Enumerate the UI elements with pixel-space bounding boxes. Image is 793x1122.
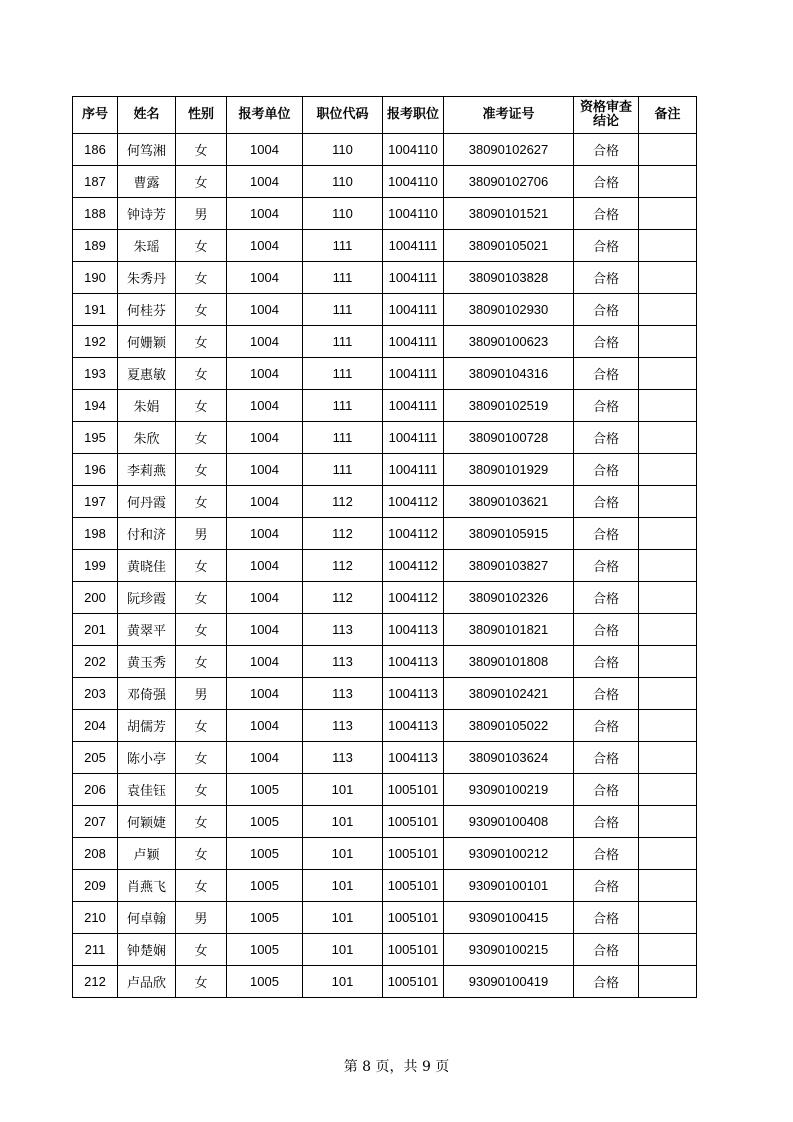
col-header-position: 报考职位 — [383, 97, 444, 134]
cell-review-result: 合格 — [574, 582, 639, 614]
cell-unit: 1004 — [227, 294, 303, 326]
cell-ticket-number: 38090103827 — [444, 550, 574, 582]
cell-position: 1004112 — [383, 550, 444, 582]
cell-unit: 1004 — [227, 198, 303, 230]
cell-gender: 女 — [176, 838, 227, 870]
table-row — [73, 870, 697, 902]
cell-remarks — [639, 614, 697, 646]
cell-ticket-number: 38090105915 — [444, 518, 574, 550]
cell-review-result: 合格 — [574, 774, 639, 806]
table-row — [73, 742, 697, 774]
cell-position-code: 112 — [303, 486, 383, 518]
table-row — [73, 230, 697, 262]
cell-review-result: 合格 — [574, 198, 639, 230]
cell-position-code: 113 — [303, 614, 383, 646]
cell-unit: 1004 — [227, 518, 303, 550]
cell-name: 朱娟 — [118, 390, 176, 422]
cell-remarks — [639, 742, 697, 774]
cell-index: 191 — [73, 294, 118, 326]
header-row — [73, 97, 697, 134]
cell-position-code: 111 — [303, 390, 383, 422]
cell-ticket-number: 38090100728 — [444, 422, 574, 454]
cell-gender: 女 — [176, 486, 227, 518]
cell-unit: 1004 — [227, 550, 303, 582]
results-table-container — [72, 96, 697, 998]
table-row — [73, 454, 697, 486]
cell-gender: 女 — [176, 390, 227, 422]
cell-index: 198 — [73, 518, 118, 550]
cell-position: 1005101 — [383, 934, 444, 966]
cell-position: 1004113 — [383, 614, 444, 646]
cell-unit: 1004 — [227, 262, 303, 294]
cell-review-result: 合格 — [574, 486, 639, 518]
table-body — [73, 134, 697, 998]
cell-remarks — [639, 966, 697, 998]
cell-review-result: 合格 — [574, 646, 639, 678]
cell-name: 邓倚强 — [118, 678, 176, 710]
cell-position-code: 111 — [303, 294, 383, 326]
col-header-unit: 报考单位 — [227, 97, 303, 134]
cell-review-result: 合格 — [574, 294, 639, 326]
cell-name: 陈小亭 — [118, 742, 176, 774]
cell-unit: 1004 — [227, 710, 303, 742]
table-row — [73, 358, 697, 390]
cell-position: 1004112 — [383, 518, 444, 550]
cell-index: 206 — [73, 774, 118, 806]
cell-index: 202 — [73, 646, 118, 678]
cell-name: 钟诗芳 — [118, 198, 176, 230]
cell-index: 194 — [73, 390, 118, 422]
cell-unit: 1004 — [227, 646, 303, 678]
cell-unit: 1004 — [227, 358, 303, 390]
table-row — [73, 134, 697, 166]
cell-ticket-number: 93090100212 — [444, 838, 574, 870]
cell-unit: 1005 — [227, 838, 303, 870]
cell-gender: 女 — [176, 422, 227, 454]
cell-unit: 1004 — [227, 166, 303, 198]
cell-review-result: 合格 — [574, 870, 639, 902]
cell-position: 1004113 — [383, 646, 444, 678]
table-header — [73, 97, 697, 134]
cell-index: 190 — [73, 262, 118, 294]
cell-position: 1005101 — [383, 774, 444, 806]
cell-position-code: 110 — [303, 198, 383, 230]
cell-ticket-number: 93090100415 — [444, 902, 574, 934]
cell-name: 肖燕飞 — [118, 870, 176, 902]
cell-ticket-number: 38090101929 — [444, 454, 574, 486]
cell-ticket-number: 38090105022 — [444, 710, 574, 742]
cell-index: 195 — [73, 422, 118, 454]
cell-name: 何桂芬 — [118, 294, 176, 326]
cell-gender: 女 — [176, 806, 227, 838]
cell-position: 1004111 — [383, 326, 444, 358]
cell-review-result: 合格 — [574, 422, 639, 454]
cell-index: 207 — [73, 806, 118, 838]
cell-position-code: 113 — [303, 710, 383, 742]
table-row — [73, 614, 697, 646]
cell-position: 1005101 — [383, 902, 444, 934]
cell-ticket-number: 38090101521 — [444, 198, 574, 230]
cell-remarks — [639, 390, 697, 422]
cell-gender: 女 — [176, 870, 227, 902]
cell-gender: 女 — [176, 646, 227, 678]
cell-remarks — [639, 550, 697, 582]
cell-remarks — [639, 198, 697, 230]
cell-ticket-number: 93090100101 — [444, 870, 574, 902]
cell-remarks — [639, 678, 697, 710]
cell-position-code: 111 — [303, 454, 383, 486]
cell-unit: 1004 — [227, 454, 303, 486]
cell-ticket-number: 38090102930 — [444, 294, 574, 326]
cell-position: 1004113 — [383, 678, 444, 710]
cell-name: 黄晓佳 — [118, 550, 176, 582]
cell-remarks — [639, 422, 697, 454]
cell-ticket-number: 38090100623 — [444, 326, 574, 358]
cell-remarks — [639, 166, 697, 198]
cell-ticket-number: 93090100408 — [444, 806, 574, 838]
cell-ticket-number: 38090102519 — [444, 390, 574, 422]
cell-ticket-number: 38090101821 — [444, 614, 574, 646]
cell-index: 212 — [73, 966, 118, 998]
cell-review-result: 合格 — [574, 934, 639, 966]
cell-gender: 男 — [176, 518, 227, 550]
cell-index: 199 — [73, 550, 118, 582]
cell-gender: 女 — [176, 774, 227, 806]
cell-remarks — [639, 646, 697, 678]
cell-name: 何笃湘 — [118, 134, 176, 166]
cell-remarks — [639, 294, 697, 326]
cell-name: 何姗颖 — [118, 326, 176, 358]
cell-index: 200 — [73, 582, 118, 614]
cell-position-code: 101 — [303, 806, 383, 838]
cell-ticket-number: 93090100215 — [444, 934, 574, 966]
cell-unit: 1004 — [227, 422, 303, 454]
cell-gender: 女 — [176, 550, 227, 582]
cell-name: 黄翠平 — [118, 614, 176, 646]
cell-remarks — [639, 326, 697, 358]
cell-remarks — [639, 262, 697, 294]
col-header-remarks: 备注 — [639, 97, 697, 134]
cell-review-result: 合格 — [574, 454, 639, 486]
table-row — [73, 326, 697, 358]
table-row — [73, 166, 697, 198]
cell-review-result: 合格 — [574, 390, 639, 422]
table-row — [73, 262, 697, 294]
cell-index: 204 — [73, 710, 118, 742]
cell-index: 188 — [73, 198, 118, 230]
cell-unit: 1004 — [227, 582, 303, 614]
cell-position: 1004112 — [383, 582, 444, 614]
cell-unit: 1005 — [227, 902, 303, 934]
cell-index: 186 — [73, 134, 118, 166]
cell-position-code: 111 — [303, 358, 383, 390]
cell-ticket-number: 38090101808 — [444, 646, 574, 678]
cell-review-result: 合格 — [574, 614, 639, 646]
cell-position: 1004111 — [383, 294, 444, 326]
cell-remarks — [639, 582, 697, 614]
cell-review-result: 合格 — [574, 806, 639, 838]
cell-review-result: 合格 — [574, 678, 639, 710]
cell-remarks — [639, 870, 697, 902]
col-header-gender: 性别 — [176, 97, 227, 134]
cell-position: 1005101 — [383, 806, 444, 838]
table-row — [73, 934, 697, 966]
cell-position-code: 112 — [303, 550, 383, 582]
cell-position: 1004113 — [383, 742, 444, 774]
cell-review-result: 合格 — [574, 326, 639, 358]
cell-unit: 1004 — [227, 134, 303, 166]
table-row — [73, 806, 697, 838]
cell-name: 何颖婕 — [118, 806, 176, 838]
cell-name: 夏惠敏 — [118, 358, 176, 390]
table-row — [73, 646, 697, 678]
cell-position-code: 112 — [303, 582, 383, 614]
cell-index: 208 — [73, 838, 118, 870]
table-row — [73, 774, 697, 806]
cell-unit: 1004 — [227, 486, 303, 518]
cell-review-result: 合格 — [574, 742, 639, 774]
cell-unit: 1005 — [227, 774, 303, 806]
cell-unit: 1005 — [227, 870, 303, 902]
cell-index: 201 — [73, 614, 118, 646]
cell-name: 朱瑶 — [118, 230, 176, 262]
cell-unit: 1004 — [227, 742, 303, 774]
cell-position: 1004110 — [383, 166, 444, 198]
cell-gender: 女 — [176, 934, 227, 966]
results-table — [72, 96, 697, 998]
col-header-position-code: 职位代码 — [303, 97, 383, 134]
cell-index: 211 — [73, 934, 118, 966]
cell-name: 袁佳钰 — [118, 774, 176, 806]
cell-ticket-number: 38090105021 — [444, 230, 574, 262]
cell-ticket-number: 38090102706 — [444, 166, 574, 198]
cell-position: 1005101 — [383, 966, 444, 998]
cell-ticket-number: 38090103621 — [444, 486, 574, 518]
cell-position: 1004111 — [383, 454, 444, 486]
cell-unit: 1004 — [227, 230, 303, 262]
cell-position: 1004110 — [383, 198, 444, 230]
cell-gender: 女 — [176, 134, 227, 166]
cell-review-result: 合格 — [574, 902, 639, 934]
cell-gender: 男 — [176, 198, 227, 230]
cell-remarks — [639, 934, 697, 966]
page-footer: 第 8 页，共 9 页 — [343, 1059, 450, 1075]
cell-gender: 女 — [176, 230, 227, 262]
cell-unit: 1004 — [227, 678, 303, 710]
table-row — [73, 486, 697, 518]
cell-position-code: 113 — [303, 646, 383, 678]
table-row — [73, 550, 697, 582]
cell-unit: 1005 — [227, 806, 303, 838]
cell-index: 209 — [73, 870, 118, 902]
cell-gender: 女 — [176, 454, 227, 486]
cell-index: 189 — [73, 230, 118, 262]
cell-index: 192 — [73, 326, 118, 358]
cell-name: 胡儒芳 — [118, 710, 176, 742]
cell-remarks — [639, 774, 697, 806]
cell-review-result: 合格 — [574, 838, 639, 870]
cell-position: 1004113 — [383, 710, 444, 742]
cell-remarks — [639, 518, 697, 550]
cell-position: 1004111 — [383, 230, 444, 262]
cell-unit: 1005 — [227, 966, 303, 998]
table-row — [73, 582, 697, 614]
cell-ticket-number: 38090102421 — [444, 678, 574, 710]
table-row — [73, 678, 697, 710]
cell-index: 210 — [73, 902, 118, 934]
table-row — [73, 198, 697, 230]
cell-index: 187 — [73, 166, 118, 198]
cell-index: 193 — [73, 358, 118, 390]
cell-gender: 女 — [176, 742, 227, 774]
cell-name: 朱秀丹 — [118, 262, 176, 294]
cell-position-code: 111 — [303, 326, 383, 358]
cell-remarks — [639, 454, 697, 486]
cell-position-code: 101 — [303, 870, 383, 902]
cell-remarks — [639, 710, 697, 742]
cell-remarks — [639, 486, 697, 518]
cell-name: 何卓翰 — [118, 902, 176, 934]
cell-gender: 女 — [176, 326, 227, 358]
cell-remarks — [639, 358, 697, 390]
cell-remarks — [639, 838, 697, 870]
cell-name: 曹露 — [118, 166, 176, 198]
cell-position: 1004111 — [383, 422, 444, 454]
cell-gender: 女 — [176, 166, 227, 198]
cell-gender: 男 — [176, 678, 227, 710]
cell-review-result: 合格 — [574, 358, 639, 390]
cell-position: 1004111 — [383, 262, 444, 294]
cell-gender: 女 — [176, 966, 227, 998]
table-row — [73, 710, 697, 742]
cell-ticket-number: 38090102627 — [444, 134, 574, 166]
cell-ticket-number: 93090100219 — [444, 774, 574, 806]
cell-review-result: 合格 — [574, 230, 639, 262]
cell-unit: 1004 — [227, 390, 303, 422]
cell-position: 1004111 — [383, 358, 444, 390]
cell-ticket-number: 38090103828 — [444, 262, 574, 294]
table-row — [73, 390, 697, 422]
cell-review-result: 合格 — [574, 710, 639, 742]
table-row — [73, 902, 697, 934]
cell-position: 1005101 — [383, 870, 444, 902]
table-row — [73, 422, 697, 454]
cell-name: 李莉燕 — [118, 454, 176, 486]
table-row — [73, 966, 697, 998]
table-row — [73, 838, 697, 870]
cell-position: 1004110 — [383, 134, 444, 166]
cell-unit: 1005 — [227, 934, 303, 966]
cell-gender: 女 — [176, 582, 227, 614]
col-header-name: 姓名 — [118, 97, 176, 134]
cell-remarks — [639, 806, 697, 838]
cell-position-code: 110 — [303, 134, 383, 166]
table-row — [73, 518, 697, 550]
cell-position: 1004111 — [383, 390, 444, 422]
cell-review-result: 合格 — [574, 966, 639, 998]
cell-unit: 1004 — [227, 614, 303, 646]
cell-index: 197 — [73, 486, 118, 518]
cell-review-result: 合格 — [574, 134, 639, 166]
cell-name: 卢颖 — [118, 838, 176, 870]
cell-position-code: 111 — [303, 422, 383, 454]
cell-gender: 女 — [176, 614, 227, 646]
col-header-index: 序号 — [73, 97, 118, 134]
col-header-ticket-number: 准考证号 — [444, 97, 574, 134]
cell-position-code: 111 — [303, 230, 383, 262]
cell-position-code: 112 — [303, 518, 383, 550]
cell-remarks — [639, 902, 697, 934]
cell-name: 朱欣 — [118, 422, 176, 454]
cell-position-code: 101 — [303, 774, 383, 806]
cell-remarks — [639, 134, 697, 166]
cell-position-code: 101 — [303, 902, 383, 934]
cell-ticket-number: 38090102326 — [444, 582, 574, 614]
cell-position-code: 113 — [303, 742, 383, 774]
cell-review-result: 合格 — [574, 550, 639, 582]
cell-gender: 女 — [176, 294, 227, 326]
cell-remarks — [639, 230, 697, 262]
cell-name: 何丹霞 — [118, 486, 176, 518]
cell-ticket-number: 93090100419 — [444, 966, 574, 998]
cell-ticket-number: 38090104316 — [444, 358, 574, 390]
cell-index: 205 — [73, 742, 118, 774]
cell-unit: 1004 — [227, 326, 303, 358]
table-row — [73, 294, 697, 326]
cell-name: 黄玉秀 — [118, 646, 176, 678]
cell-position-code: 111 — [303, 262, 383, 294]
cell-ticket-number: 38090103624 — [444, 742, 574, 774]
cell-index: 203 — [73, 678, 118, 710]
cell-gender: 女 — [176, 262, 227, 294]
cell-position: 1004112 — [383, 486, 444, 518]
cell-position-code: 101 — [303, 934, 383, 966]
cell-gender: 女 — [176, 358, 227, 390]
cell-name: 阮珍霞 — [118, 582, 176, 614]
col-header-review-result: 资格审查结论 — [574, 97, 639, 134]
cell-name: 卢品欣 — [118, 966, 176, 998]
cell-position-code: 110 — [303, 166, 383, 198]
cell-gender: 女 — [176, 710, 227, 742]
cell-index: 196 — [73, 454, 118, 486]
cell-name: 钟楚娴 — [118, 934, 176, 966]
cell-position-code: 113 — [303, 678, 383, 710]
cell-review-result: 合格 — [574, 518, 639, 550]
cell-review-result: 合格 — [574, 166, 639, 198]
cell-review-result: 合格 — [574, 262, 639, 294]
cell-position-code: 101 — [303, 966, 383, 998]
cell-name: 付和济 — [118, 518, 176, 550]
cell-position: 1005101 — [383, 838, 444, 870]
cell-gender: 男 — [176, 902, 227, 934]
cell-position-code: 101 — [303, 838, 383, 870]
